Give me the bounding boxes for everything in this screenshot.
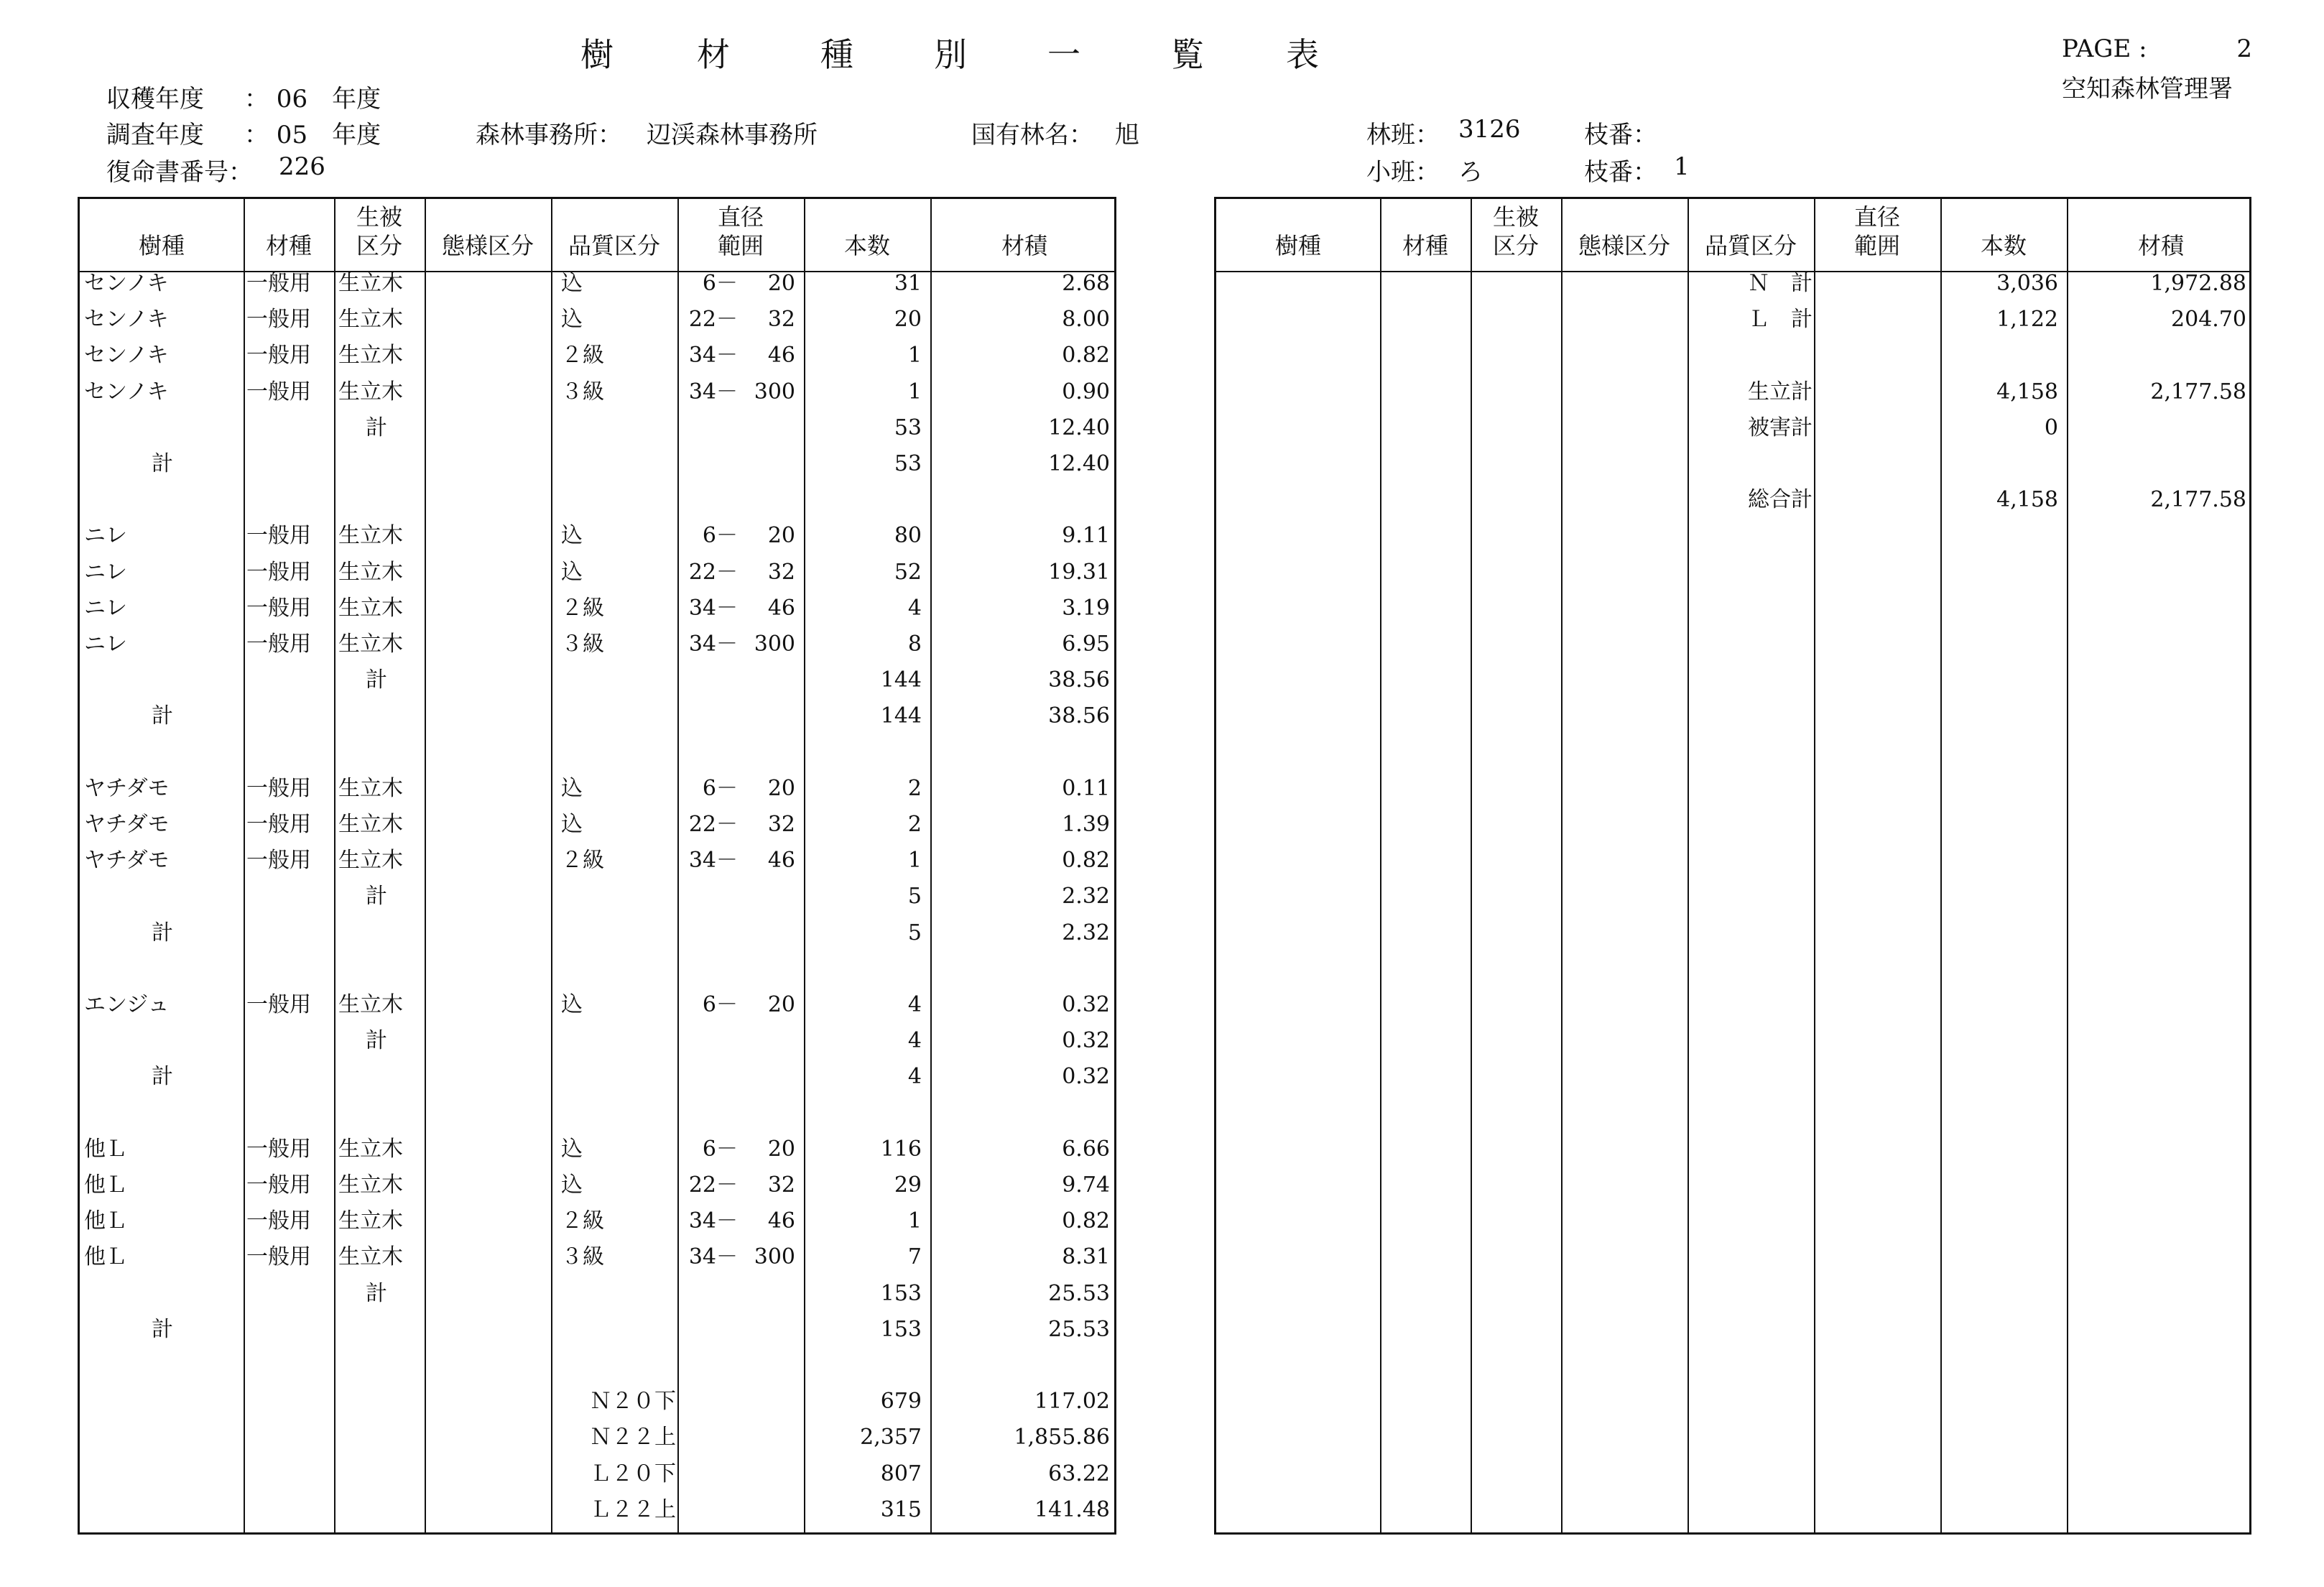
raw-class-cell: 生立木 — [338, 992, 403, 1017]
subtotal-label: 計 — [366, 1280, 387, 1306]
quality-cell: ２級 — [561, 343, 604, 369]
count-cell: 807 — [880, 1461, 922, 1486]
volume-cell: 0.11 — [1062, 775, 1110, 801]
species-cell: ヤチダモ — [84, 775, 170, 801]
volume-cell: 1.39 — [1062, 812, 1110, 837]
count-cell: 2 — [907, 775, 922, 801]
quality-cell: ２級 — [561, 1208, 604, 1234]
raw-class-cell: 生立木 — [338, 307, 403, 333]
raw-class-cell: 生立木 — [338, 271, 403, 296]
volume-cell: 2.32 — [1062, 884, 1110, 910]
order-number: 226 — [279, 152, 325, 181]
column-header-diameter-top: 直径 — [717, 203, 764, 231]
material-cell: 一般用 — [246, 343, 311, 369]
count-cell: 4 — [907, 1064, 922, 1090]
diameter-to-cell: 300 — [754, 379, 795, 404]
subtotal-label: 計 — [366, 884, 387, 910]
material-cell: 一般用 — [246, 271, 311, 296]
national-forest-label: 国有林名： — [971, 121, 1093, 149]
count-cell: 4 — [907, 1028, 922, 1054]
count-cell: 8 — [907, 631, 922, 657]
survey-year-label: 調査年度 — [106, 121, 204, 149]
raw-class-cell: 生立木 — [338, 523, 403, 549]
rinpan: 3126 — [1458, 115, 1521, 144]
quality-cell: 込 — [561, 1172, 583, 1198]
rinpan-label: 林班： — [1366, 121, 1440, 149]
count-cell: 116 — [880, 1136, 922, 1162]
column-header-volume: 材積 — [2137, 232, 2184, 259]
title-char: 覧 — [1171, 35, 1204, 74]
subtotal-label: 計 — [366, 415, 387, 440]
count-cell: 7 — [907, 1244, 922, 1270]
quality-cell: ２級 — [561, 848, 604, 874]
harvest-year-label: 収穫年度 — [106, 85, 204, 114]
quality-cell: ２級 — [561, 595, 604, 621]
raw-class-cell: 生立木 — [338, 1172, 403, 1198]
column-divider — [1814, 199, 1815, 1532]
raw-class-cell: 生立木 — [338, 1208, 403, 1234]
raw-class-cell: 生立木 — [338, 595, 403, 621]
edaban-label: 枝番： — [1584, 121, 1657, 149]
diameter-from-cell: 34－ — [688, 1208, 738, 1234]
material-cell: 一般用 — [246, 812, 311, 837]
material-cell: 一般用 — [246, 631, 311, 657]
diameter-to-cell: 32 — [767, 559, 795, 585]
count-cell: 5 — [907, 884, 922, 910]
diameter-from-cell: 6－ — [702, 1136, 738, 1162]
count-cell: 1 — [907, 343, 922, 369]
quality-cell: 込 — [561, 1136, 583, 1162]
diameter-from-cell: 22－ — [688, 1172, 738, 1198]
material-cell: 一般用 — [246, 1208, 311, 1234]
species-total-label: 計 — [152, 1316, 173, 1342]
diameter-from-cell: 22－ — [688, 812, 738, 837]
title-char: 種 — [820, 35, 853, 74]
volume-cell: 8.31 — [1062, 1244, 1110, 1270]
diameter-from-cell: 34－ — [688, 1244, 738, 1270]
volume-cell: 1,972.88 — [2150, 271, 2246, 296]
diameter-from-cell: 22－ — [688, 559, 738, 585]
diameter-from-cell: 34－ — [688, 595, 738, 621]
count-cell: 52 — [894, 559, 922, 585]
summary-label: 総合計 — [1748, 487, 1813, 513]
species-cell: ニレ — [84, 559, 127, 585]
column-divider — [551, 199, 552, 1532]
species-total-label: 計 — [152, 451, 173, 476]
volume-cell: 141.48 — [1034, 1496, 1110, 1522]
summary-label: 生立計 — [1748, 379, 1813, 404]
material-cell: 一般用 — [246, 848, 311, 874]
column-divider — [1380, 199, 1381, 1532]
count-cell: 2 — [907, 812, 922, 837]
page-number: 2 — [2236, 34, 2252, 63]
diameter-from-cell: 22－ — [688, 307, 738, 333]
diameter-to-cell: 46 — [767, 343, 795, 369]
count-cell: 0 — [2044, 415, 2058, 440]
quality-summary-label: Ｌ２２上 — [590, 1496, 676, 1522]
count-cell: 153 — [880, 1316, 922, 1342]
column-header-count: 本数 — [843, 232, 890, 259]
count-cell: 315 — [880, 1496, 922, 1522]
species-cell: 他Ｌ — [84, 1136, 127, 1162]
diameter-from-cell: 34－ — [688, 379, 738, 404]
quality-cell: ３級 — [561, 1244, 604, 1270]
diameter-from-cell: 6－ — [702, 992, 738, 1017]
column-divider — [244, 199, 245, 1532]
species-total-label: 計 — [152, 1064, 173, 1090]
count-cell: 80 — [894, 523, 922, 549]
diameter-to-cell: 20 — [767, 523, 795, 549]
volume-cell: 38.56 — [1048, 703, 1110, 729]
diameter-to-cell: 20 — [767, 1136, 795, 1162]
quality-cell: ３級 — [561, 379, 604, 404]
quality-cell: 込 — [561, 992, 583, 1017]
volume-cell: 3.19 — [1062, 595, 1110, 621]
volume-cell: 2.68 — [1062, 271, 1110, 296]
species-cell: ヤチダモ — [84, 812, 170, 837]
count-cell: 1 — [907, 1208, 922, 1234]
species-cell: ニレ — [84, 631, 127, 657]
column-header-species: 樹種 — [138, 232, 185, 259]
diameter-from-cell: 6－ — [702, 523, 738, 549]
count-cell: 1 — [907, 379, 922, 404]
diameter-to-cell: 32 — [767, 812, 795, 837]
species-cell: センノキ — [84, 271, 169, 296]
column-header-raw-bottom: 区分 — [1492, 232, 1539, 259]
species-total-label: 計 — [152, 920, 173, 945]
volume-cell: 38.56 — [1048, 667, 1110, 693]
quality-cell: ３級 — [561, 631, 604, 657]
material-cell: 一般用 — [246, 379, 311, 404]
material-cell: 一般用 — [246, 523, 311, 549]
raw-class-cell: 生立木 — [338, 775, 403, 801]
summary-label: Ｎ 計 — [1748, 271, 1813, 296]
count-cell: 53 — [894, 451, 922, 476]
column-header-species: 樹種 — [1274, 232, 1321, 259]
material-cell: 一般用 — [246, 307, 311, 333]
volume-cell: 25.53 — [1048, 1280, 1110, 1306]
title-char: 表 — [1286, 35, 1319, 74]
column-divider — [677, 199, 679, 1532]
diameter-to-cell: 46 — [767, 595, 795, 621]
count-cell: 3,036 — [1996, 271, 2058, 296]
quality-cell: 込 — [561, 559, 583, 585]
species-cell: センノキ — [84, 307, 169, 333]
column-header-quality: 品質区分 — [1704, 232, 1797, 259]
diameter-from-cell: 6－ — [702, 271, 738, 296]
material-cell: 一般用 — [246, 992, 311, 1017]
title-char: 一 — [1047, 35, 1080, 74]
quality-cell: 込 — [561, 775, 583, 801]
column-header-diameter-bottom: 範囲 — [717, 232, 764, 259]
forest-office: 辺渓森林事務所 — [647, 121, 818, 149]
count-cell: 2,357 — [860, 1425, 922, 1450]
column-divider — [1471, 199, 1472, 1532]
raw-class-cell: 生立木 — [338, 343, 403, 369]
national-forest: 旭 — [1115, 121, 1139, 149]
column-divider — [334, 199, 335, 1532]
column-header-mode: 態様区分 — [441, 232, 534, 259]
raw-class-cell: 生立木 — [338, 1136, 403, 1162]
column-header-material: 材種 — [265, 232, 312, 259]
quality-summary-label: Ｎ２０下 — [590, 1389, 676, 1415]
column-header-mode: 態様区分 — [1578, 232, 1670, 259]
volume-cell: 0.32 — [1062, 1028, 1110, 1054]
count-cell: 4 — [907, 595, 922, 621]
column-header-raw-top: 生被 — [1492, 203, 1539, 231]
quality-summary-label: Ｌ２０下 — [590, 1461, 676, 1486]
volume-cell: 8.00 — [1062, 307, 1110, 333]
right-table — [1214, 197, 2251, 1535]
material-cell: 一般用 — [246, 775, 311, 801]
count-cell: 20 — [894, 307, 922, 333]
volume-cell: 12.40 — [1048, 451, 1110, 476]
quality-summary-label: Ｎ２２上 — [590, 1425, 676, 1450]
count-cell: 53 — [894, 415, 922, 440]
count-cell: 144 — [880, 667, 922, 693]
count-cell: 5 — [907, 920, 922, 945]
raw-class-cell: 生立木 — [338, 379, 403, 404]
quality-cell: 込 — [561, 523, 583, 549]
raw-class-cell: 生立木 — [338, 559, 403, 585]
count-cell: 4,158 — [1996, 379, 2058, 404]
species-cell: ヤチダモ — [84, 848, 170, 874]
shohan-label: 小班： — [1366, 158, 1440, 187]
column-header-raw-bottom: 区分 — [356, 232, 402, 259]
volume-cell: 0.82 — [1062, 848, 1110, 874]
diameter-to-cell: 20 — [767, 992, 795, 1017]
summary-label: Ｌ 計 — [1748, 307, 1813, 333]
count-cell: 1,122 — [1996, 307, 2058, 333]
raw-class-cell: 生立木 — [338, 848, 403, 874]
count-cell: 29 — [894, 1172, 922, 1198]
column-header-count: 本数 — [1980, 232, 2027, 259]
column-header-raw-top: 生被 — [356, 203, 402, 231]
count-cell: 31 — [894, 271, 922, 296]
volume-cell: 0.32 — [1062, 1064, 1110, 1090]
edaban-2: 1 — [1674, 152, 1690, 181]
species-cell: ニレ — [84, 595, 127, 621]
raw-class-cell: 生立木 — [338, 812, 403, 837]
subtotal-label: 計 — [366, 1028, 387, 1054]
count-cell: 153 — [880, 1280, 922, 1306]
diameter-to-cell: 46 — [767, 848, 795, 874]
volume-cell: 2,177.58 — [2150, 487, 2246, 513]
column-header-diameter-top: 直径 — [1853, 203, 1900, 231]
material-cell: 一般用 — [246, 1172, 311, 1198]
office-name: 空知森林管理署 — [2062, 75, 2233, 103]
volume-cell: 12.40 — [1048, 415, 1110, 440]
species-cell: ニレ — [84, 523, 127, 549]
volume-cell: 6.95 — [1062, 631, 1110, 657]
raw-class-cell: 生立木 — [338, 1244, 403, 1270]
edaban-2-label: 枝番： — [1584, 158, 1657, 187]
count-cell: 1 — [907, 848, 922, 874]
title-char: 材 — [697, 35, 730, 74]
volume-cell: 0.82 — [1062, 343, 1110, 369]
diameter-to-cell: 300 — [754, 631, 795, 657]
species-cell: 他Ｌ — [84, 1172, 127, 1198]
material-cell: 一般用 — [246, 595, 311, 621]
volume-cell: 25.53 — [1048, 1316, 1110, 1342]
diameter-to-cell: 20 — [767, 271, 795, 296]
volume-cell: 63.22 — [1048, 1461, 1110, 1486]
summary-label: 被害計 — [1748, 415, 1813, 440]
material-cell: 一般用 — [246, 1244, 311, 1270]
quality-cell: 込 — [561, 307, 583, 333]
page-label: PAGE : — [2062, 34, 2147, 63]
species-cell: センノキ — [84, 379, 169, 404]
count-cell: 679 — [880, 1389, 922, 1415]
volume-cell: 6.66 — [1062, 1136, 1110, 1162]
volume-cell: 117.02 — [1034, 1389, 1110, 1415]
survey-year: ： 05 年度 — [244, 121, 381, 149]
diameter-to-cell: 32 — [767, 307, 795, 333]
diameter-to-cell: 32 — [767, 1172, 795, 1198]
diameter-to-cell: 300 — [754, 1244, 795, 1270]
title-char: 樹 — [580, 35, 614, 74]
volume-cell: 0.82 — [1062, 1208, 1110, 1234]
diameter-to-cell: 46 — [767, 1208, 795, 1234]
diameter-from-cell: 34－ — [688, 848, 738, 874]
diameter-to-cell: 20 — [767, 775, 795, 801]
species-cell: エンジュ — [84, 992, 170, 1017]
volume-cell: 0.32 — [1062, 992, 1110, 1017]
volume-cell: 2,177.58 — [2150, 379, 2246, 404]
volume-cell: 19.31 — [1048, 559, 1110, 585]
forest-office-label: 森林事務所： — [476, 121, 622, 149]
quality-cell: 込 — [561, 812, 583, 837]
volume-cell: 9.74 — [1062, 1172, 1110, 1198]
raw-class-cell: 生立木 — [338, 631, 403, 657]
order-number-label: 復命書番号： — [106, 158, 253, 187]
species-cell: 他Ｌ — [84, 1244, 127, 1270]
column-divider — [425, 199, 426, 1532]
volume-cell: 1,855.86 — [1014, 1425, 1110, 1450]
volume-cell: 0.90 — [1062, 379, 1110, 404]
volume-cell: 9.11 — [1062, 523, 1110, 549]
species-cell: センノキ — [84, 343, 169, 369]
quality-cell: 込 — [561, 271, 583, 296]
column-header-volume: 材積 — [1001, 232, 1047, 259]
diameter-from-cell: 34－ — [688, 343, 738, 369]
material-cell: 一般用 — [246, 559, 311, 585]
column-divider — [1561, 199, 1563, 1532]
species-cell: 他Ｌ — [84, 1208, 127, 1234]
count-cell: 144 — [880, 703, 922, 729]
harvest-year: ： 06 年度 — [244, 85, 381, 114]
column-header-material: 材種 — [1402, 232, 1448, 259]
subtotal-label: 計 — [366, 667, 387, 693]
volume-cell: 2.32 — [1062, 920, 1110, 945]
column-header-diameter-bottom: 範囲 — [1853, 232, 1900, 259]
diameter-from-cell: 34－ — [688, 631, 738, 657]
count-cell: 4 — [907, 992, 922, 1017]
count-cell: 4,158 — [1996, 487, 2058, 513]
shohan: ろ — [1458, 158, 1483, 187]
left-table — [78, 197, 1116, 1535]
volume-cell: 204.70 — [2171, 307, 2246, 333]
title-char: 別 — [934, 35, 967, 74]
material-cell: 一般用 — [246, 1136, 311, 1162]
diameter-from-cell: 6－ — [702, 775, 738, 801]
species-total-label: 計 — [152, 703, 173, 729]
column-header-quality: 品質区分 — [568, 232, 660, 259]
